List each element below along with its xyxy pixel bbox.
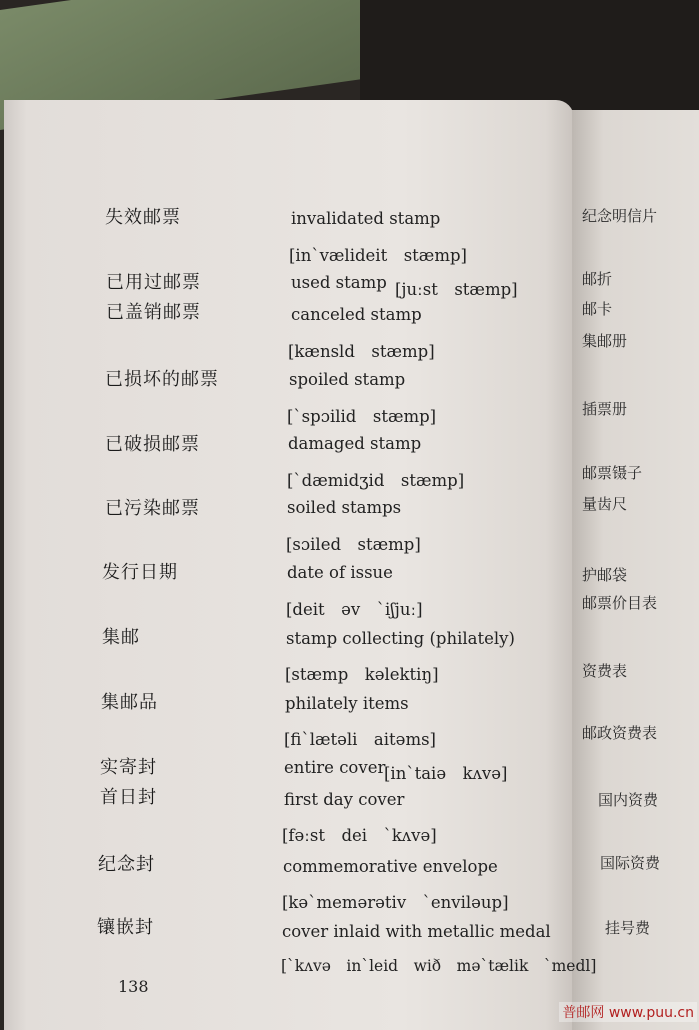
entry-phonetic: [inˋtaiə kʌvə]: [384, 764, 508, 783]
watermark: 普邮网 www.puu.cn: [559, 1002, 697, 1022]
entry-chinese: 失效邮票: [105, 207, 181, 228]
entry-english: date of issue: [287, 563, 393, 582]
entry-phonetic: [kænsld stæmp]: [288, 342, 435, 361]
entry-english: soiled stamps: [287, 498, 402, 517]
entry-phonetic: [stæmp kəlektiŋ]: [285, 665, 439, 684]
entry-phonetic: [fəːst dei ˋkʌvə]: [282, 826, 437, 845]
entry-english: damaged stamp: [288, 434, 422, 453]
entry-english: used stamp: [291, 273, 387, 292]
right-page-term: 邮卡: [582, 300, 613, 318]
entry-english: philately items: [285, 694, 409, 713]
entry-chinese: 集邮: [102, 627, 140, 648]
entry-chinese: 已盖销邮票: [106, 302, 201, 323]
entry-english: spoiled stamp: [289, 370, 406, 389]
right-page-term: 国际资费: [600, 854, 661, 872]
entry-chinese: 首日封: [100, 787, 157, 808]
entry-chinese: 镶嵌封: [97, 917, 154, 938]
entry-english: stamp collecting (philately): [286, 629, 515, 648]
right-page-term: 护邮袋: [582, 566, 628, 584]
entry-chinese: 已破损邮票: [105, 434, 200, 455]
entry-english: cover inlaid with metallic medal: [282, 922, 551, 941]
entry-phonetic: [kəˋmemərətiv ˋenviləup]: [282, 893, 509, 912]
entry-phonetic: [sɔiled stæmp]: [286, 535, 421, 554]
entry-english: commemorative envelope: [283, 857, 498, 876]
entry-english: first day cover: [284, 790, 405, 809]
right-page-term: 邮票价目表: [582, 594, 658, 612]
right-page-term: 国内资费: [598, 791, 659, 809]
entry-phonetic: [juːst stæmp]: [395, 280, 518, 299]
right-page-term: 挂号费: [605, 919, 651, 937]
entry-phonetic: [fiˋlætəli aitəms]: [284, 730, 436, 749]
page-number: 138: [118, 977, 149, 996]
entry-chinese: 发行日期: [102, 562, 178, 583]
right-page-term: 量齿尺: [582, 495, 628, 513]
entry-phonetic: [ˋdæmidʒid stæmp]: [287, 471, 465, 490]
right-page-term: 资费表: [582, 662, 628, 680]
entry-phonetic: [ˋspɔilid stæmp]: [287, 407, 437, 426]
right-page-term: 插票册: [582, 400, 628, 418]
entry-phonetic: [ˋkʌvə inˋleid wið məˋtælik ˋmedl]: [281, 957, 597, 975]
entry-chinese: 集邮品: [101, 692, 158, 713]
entry-chinese: 已损坏的邮票: [105, 369, 219, 390]
entry-english: invalidated stamp: [291, 209, 441, 228]
right-page-term: 邮政资费表: [582, 724, 658, 742]
right-page-term: 集邮册: [582, 332, 628, 350]
right-page-term: 邮折: [582, 270, 613, 288]
entry-chinese: 已用过邮票: [106, 272, 201, 293]
entry-english: entire cover: [284, 758, 386, 777]
entry-english: canceled stamp: [291, 305, 422, 324]
right-page-term: 邮票镊子: [582, 464, 643, 482]
entry-chinese: 已污染邮票: [105, 498, 200, 519]
entry-phonetic: [deit əv ˋiʃjuː]: [286, 600, 423, 619]
entry-chinese: 实寄封: [100, 757, 157, 778]
entry-phonetic: [inˋvælideit stæmp]: [289, 246, 467, 265]
entry-chinese: 纪念封: [98, 854, 155, 875]
right-page-term: 纪念明信片: [582, 207, 658, 225]
